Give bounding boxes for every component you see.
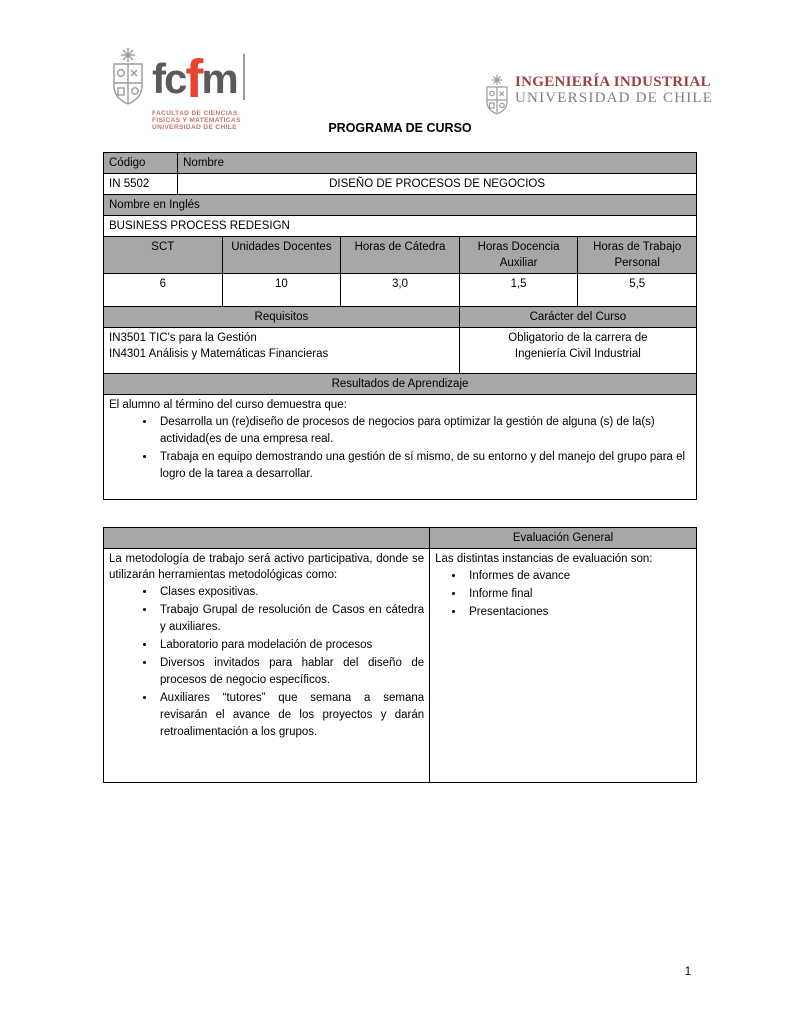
table-row [104, 274, 697, 307]
list-item: • Diversos invitados para hablar del diseño de procesos de negocio específicos. [156, 655, 424, 689]
codigo-value: IN 5502 [104, 174, 178, 195]
page-title: PROGRAMA DE CURSO [328, 121, 472, 135]
requisito-line: IN4301 Análisis y Matemáticas Financieras [109, 348, 329, 360]
resultados-bullet-list [109, 414, 691, 483]
hours-value-docencia-auxiliar: 1,5 [459, 274, 578, 307]
evaluacion-bullet-list [435, 568, 691, 621]
page-number: 1 [684, 966, 692, 978]
caracter-line: Obligatorio de la carrera de [508, 332, 648, 344]
evaluacion-body [430, 549, 697, 783]
resultados-intro: El alumno al término del curso demuestra que: [109, 399, 347, 411]
metodologia-bullet-list [109, 584, 424, 741]
list-item: • Clases expositivas. [156, 584, 424, 601]
fcfm-wordmark-prefix: fc [152, 55, 186, 102]
metodologia-intro: La metodología de trabajo será activo participativa, donde se utilizarán herramientas metodológicas como: [109, 553, 425, 581]
table-row [104, 195, 697, 216]
list-item: • Informe final [465, 586, 691, 603]
table-row [104, 328, 697, 374]
table-row [104, 374, 697, 395]
list-item: • Presentaciones [465, 604, 691, 621]
hours-header-sct: SCT [104, 237, 223, 274]
table-row [104, 153, 697, 174]
university-shield-icon [484, 74, 510, 116]
course-table [103, 152, 697, 500]
table-row [104, 549, 697, 783]
university-name: UNIVERSIDAD DE CHILE [515, 90, 714, 106]
fcfm-logo [110, 46, 245, 131]
methodology-evaluation-table [103, 527, 697, 783]
university-shield-icon [110, 46, 146, 106]
requisitos-value [104, 328, 460, 374]
nombre-label: Nombre [178, 153, 697, 174]
hours-header-trabajo-personal: Horas de Trabajo Personal [578, 237, 697, 274]
list-item: • Trabaja en equipo demostrando una gestión de sí mismo, de su entorno y del manejo del grupo para el logro de la tarea a desarrollar. [156, 449, 691, 483]
table-row [104, 307, 697, 328]
table-row [104, 174, 697, 195]
list-item: • Laboratorio para modelación de procesos [156, 637, 424, 654]
table-row [104, 237, 697, 274]
resultados-label: Resultados de Aprendizaje [104, 374, 697, 395]
nombre-ingles-value: BUSINESS PROCESS REDESIGN [104, 216, 697, 237]
caracter-line: Ingeniería Civil Industrial [514, 348, 641, 360]
table-row [104, 395, 697, 500]
fcfm-wordmark [152, 49, 245, 109]
table-row [104, 216, 697, 237]
list-item: • Auxiliares “tutores” que semana a semana revisarán el avance de los proyectos y darán retroalimentación a los grupos. [156, 690, 424, 741]
evaluacion-label: Evaluación General [430, 528, 697, 549]
metodologia-header-cell [104, 528, 430, 549]
department-name: INGENIERÍA INDUSTRIAL [515, 74, 711, 90]
fcfm-caption-line: FACULTAD DE CIENCIAS [152, 110, 238, 117]
evaluacion-intro: Las distintas instancias de evaluación son: [435, 553, 653, 565]
caracter-value [459, 328, 696, 374]
fcfm-wordmark-suffix: m [201, 55, 237, 102]
hours-value-trabajo-personal: 5,5 [578, 274, 697, 307]
metodologia-body [104, 549, 430, 783]
list-item: • Informes de avance [465, 568, 691, 585]
nombre-ingles-label: Nombre en Inglés [104, 195, 697, 216]
resultados-body [104, 395, 697, 500]
hours-header-unidades-docentes: Unidades Docentes [222, 237, 341, 274]
fcfm-caption-line: UNIVERSIDAD DE CHILE [152, 124, 237, 131]
list-item: • Trabajo Grupal de resolución de Casos en cátedra y auxiliares. [156, 602, 424, 636]
requisito-line: IN3501 TIC's para la Gestión [109, 332, 257, 344]
nombre-value: DISEÑO DE PROCESOS DE NEGOCIOS [178, 174, 697, 195]
fcfm-wordmark-accent: f [185, 49, 202, 109]
fcfm-caption-line: FISICAS Y MATEMATICAS [152, 117, 241, 124]
requisitos-label: Requisitos [104, 307, 460, 328]
hours-header-horas-catedra: Horas de Cátedra [341, 237, 460, 274]
list-item: • Desarrolla un (re)diseño de procesos de negocios para optimizar la gestión de alguna (s) de la(s) actividad(es de una empresa real. [156, 414, 691, 448]
table-row [104, 528, 697, 549]
hours-value-sct: 6 [104, 274, 223, 307]
hours-value-unidades-docentes: 10 [222, 274, 341, 307]
hours-value-horas-catedra: 3,0 [341, 274, 460, 307]
codigo-label: Código [104, 153, 178, 174]
hours-header-docencia-auxiliar: Horas Docencia Auxiliar [459, 237, 578, 274]
caracter-label: Carácter del Curso [459, 307, 696, 328]
ingenieria-industrial-logo [484, 74, 713, 116]
